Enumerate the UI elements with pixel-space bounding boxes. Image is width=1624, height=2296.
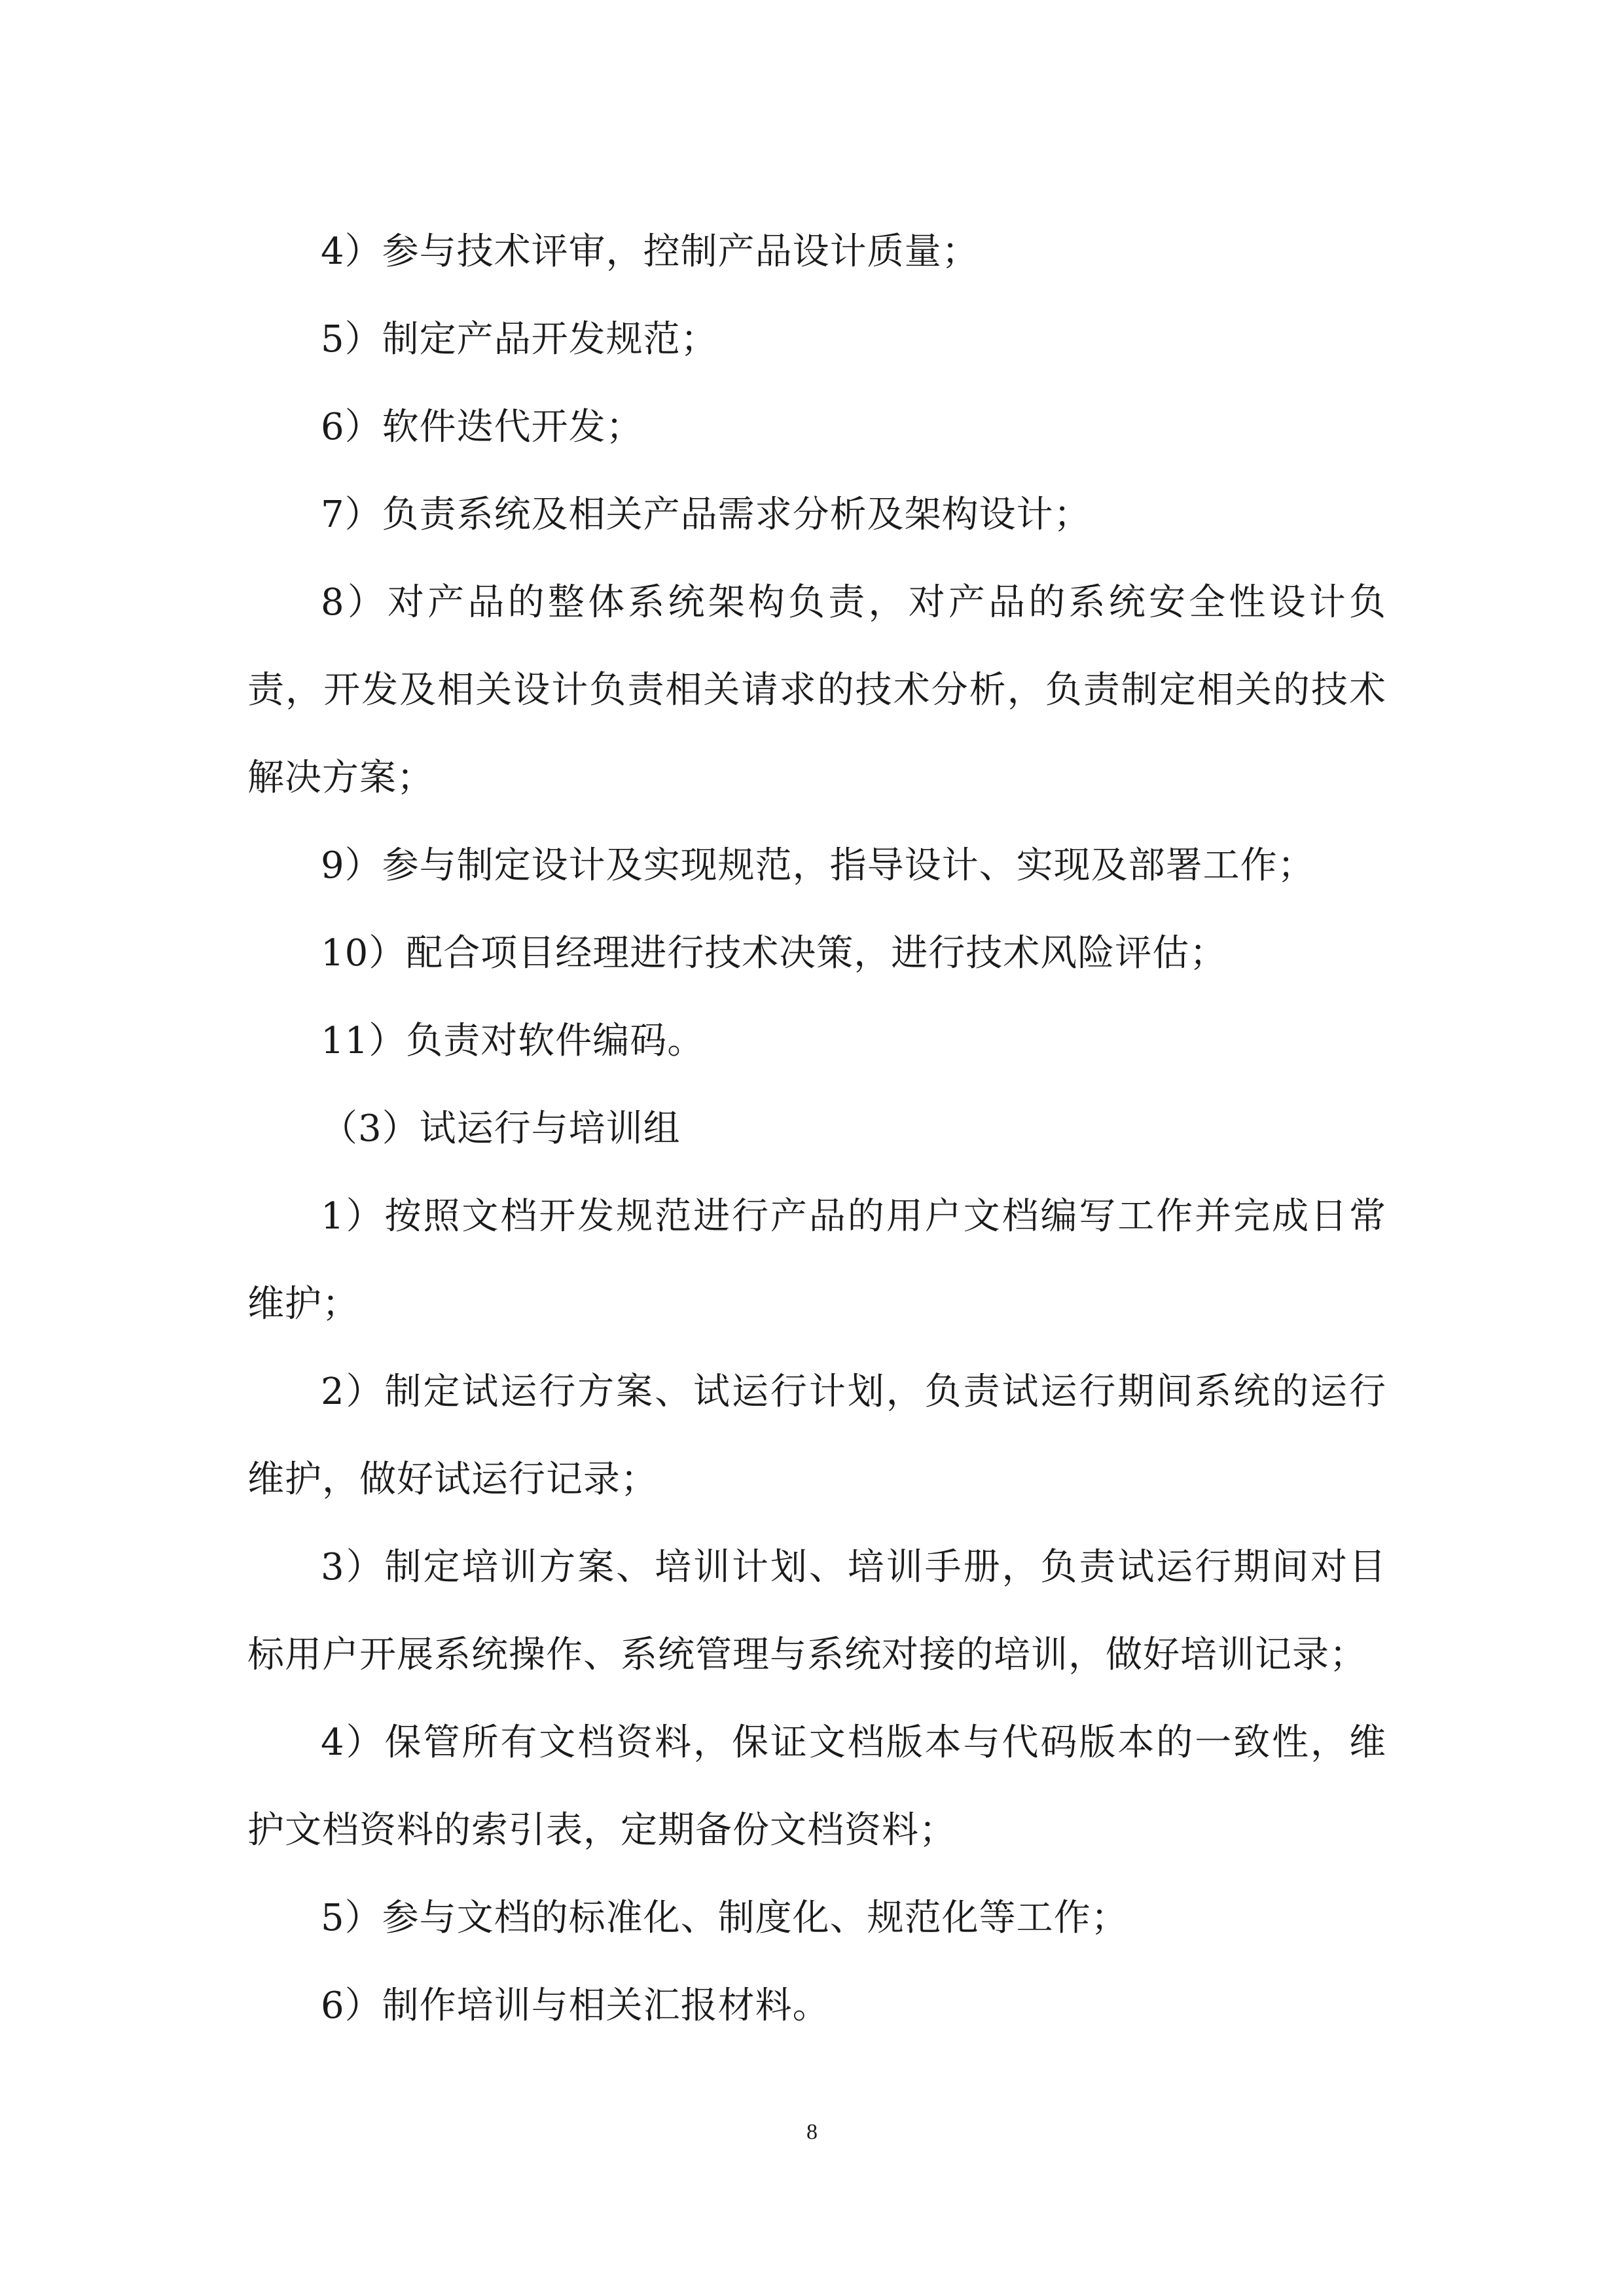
paragraph-item-3-training-plan: 3）制定培训方案、培训计划、培训手册，负责试运行期间对目标用户开展系统操作、系统管理与系统对接的培训，做好培训记录； bbox=[247, 1546, 1386, 1676]
paragraph-item-9-design-standards: 9）参与制定设计及实现规范，指导设计、实现及部署工作； bbox=[321, 844, 1315, 887]
paragraph-item-5-dev-standards: 5）制定产品开发规范； bbox=[321, 318, 718, 361]
paragraph-item-4-doc-archive: 4）保管所有文档资料，保证文档版本与代码版本的一致性，维护文档资料的索引表，定期备份文档资料； bbox=[247, 1721, 1386, 1852]
paragraph-item-4-tech-review: 4）参与技术评审，控制产品设计质量； bbox=[321, 230, 979, 273]
paragraph-item-2-trial-run-plan: 2）制定试运行方案、试运行计划，负责试运行期间系统的运行维护，做好试运行记录； bbox=[247, 1371, 1386, 1501]
paragraph-item-6-training-materials: 6）制作培训与相关汇报材料。 bbox=[321, 1984, 830, 2027]
paragraph-item-10-technical-decisions: 10）配合项目经理进行技术决策，进行技术风险评估； bbox=[321, 932, 1227, 975]
paragraph-item-5-doc-standardization: 5）参与文档的标准化、制度化、规范化等工作； bbox=[321, 1897, 1128, 1939]
paragraph-item-8-system-architecture: 8）对产品的整体系统架构负责，对产品的系统安全性设计负责，开发及相关设计负责相关请求的技术分析，负责制定相关的技术解决方案； bbox=[247, 581, 1386, 799]
paragraph-item-6-iterative-dev: 6）软件迭代开发； bbox=[321, 406, 643, 448]
paragraph-item-7-requirements-architecture: 7）负责系统及相关产品需求分析及架构设计； bbox=[321, 493, 1091, 536]
paragraph-item-11-coding: 11）负责对软件编码。 bbox=[321, 1020, 705, 1062]
page-number: 8 bbox=[806, 2120, 818, 2144]
section-heading-trial-run-training: （3）试运行与培训组 bbox=[321, 1107, 681, 1150]
paragraph-item-1-user-docs: 1）按照文档开发规范进行产品的用户文档编写工作并完成日常维护； bbox=[247, 1195, 1386, 1325]
body-text bbox=[247, 208, 1386, 2050]
